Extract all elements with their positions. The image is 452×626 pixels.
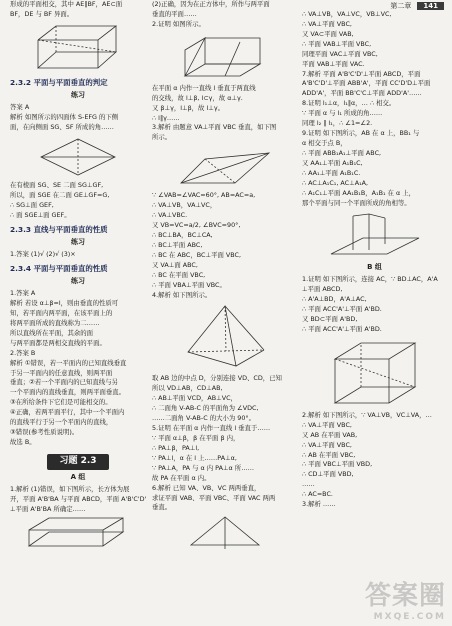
practice-label: 练习 — [71, 277, 85, 286]
quadrilateral-figure — [33, 135, 123, 179]
text-line: ∴ SG⊥面 GEF, — [10, 200, 54, 209]
text-line: ∴ VA⊥平面 VBC, — [302, 440, 352, 449]
watermark: 答案圈 MXQE.COM — [364, 581, 446, 622]
text-line: 7.解析 平面 A'B'C'D'⊥平面 ABCD，平面 — [302, 69, 421, 78]
text-line: 1.解析 (1)错误，如下图所示，长方体为展 — [10, 484, 130, 493]
text-line: ∴ PA⊥β，PA⊥l, — [152, 443, 200, 452]
text-line: ∴ BC 在平面 VBC, — [152, 270, 206, 279]
text-line: 的直线平行于另一个平面内的直线， — [10, 418, 113, 427]
text-line: 3.解析 由题意 VA⊥平面 VBC 垂直，如下图 — [152, 123, 277, 132]
text-line: ADD'A'，平面 BB'C'C⊥平面 ADD'A'…… — [302, 89, 422, 98]
sec2-answer: 1.答案 (1)√ (2)√ (3)× — [10, 249, 76, 258]
page-header — [390, 1, 444, 11]
text-line: ∴ AA₁⊥平面 A₁B₁C. — [302, 168, 361, 177]
text-line: (2)正确，因为在正方体中，所作与两平面 — [152, 0, 270, 8]
text-line: 3.解析 …… — [302, 500, 336, 509]
text-line: 垂直的平面…… — [152, 9, 197, 18]
text-line: ③在所给条件下它们是可能相交的。 — [10, 398, 112, 407]
text-line: 又 AA₁⊥平面 A₁B₁C, — [302, 158, 363, 167]
right-intro — [302, 10, 447, 70]
problem-5 — [152, 424, 298, 484]
text-line: 于另一平面内的任意直线，则两平面 — [10, 368, 113, 377]
tetrahedron-figure-2 — [185, 515, 265, 551]
text-line: 同理平面 VAC⊥平面 VBC, — [302, 49, 378, 58]
group-b-label: B 组 — [367, 263, 382, 272]
text-line: 求证平面 VAB、平面 VBC、平面 VAC 两两 — [152, 493, 276, 502]
text-line: ∴ 平面 VBC⊥平面 VBD, — [302, 460, 373, 469]
text-line: 1.答案 A — [10, 289, 36, 298]
text-line: 故 PA 在平面 α 内。 — [152, 473, 211, 482]
text-line: 故选 B。 — [10, 437, 36, 446]
text-line: ∴ BC⊥BA，BC⊥CA, — [152, 230, 213, 239]
text-line: 开，平面 A'B'BA 与平面 ABCD，平面 A'B'C'D' — [10, 494, 146, 503]
text-line: ∴ VA⊥VBC. — [152, 211, 188, 220]
text-line: 面，在向侧面 SG、SF 所成的角…… — [10, 123, 114, 131]
text-line: 平面 VAB⊥平面 VAC. — [302, 59, 365, 68]
chapter-label: 第二章 — [390, 2, 412, 10]
text-line: ∵ PA⊥A，PA 与 α 内 PA⊥α 所…… — [152, 463, 254, 472]
text-line: 解析 若设 α⊥β=l，则由垂直的性质可 — [10, 299, 119, 308]
text-line: 解析 ①错误，若一平面内的已知直线垂直 — [10, 358, 127, 367]
text-line: ∴ AC⊥A₁C₁, AC⊥A₁A, — [302, 178, 369, 187]
text-line: 同理 l₂ ∥ l₁，∴ ∠1=∠2. — [302, 119, 373, 128]
text-line: 那个平面与同一个平面所成的角相等。 — [302, 198, 411, 207]
text-line: 在有棱面 SG、SE 二面 SG⊥GF, — [10, 180, 104, 189]
problem-9 — [302, 129, 447, 208]
text-line: 与两平面都是两相交直线的平面。 — [10, 338, 106, 347]
text-line: ∴ BC 在 ABC，BC⊥平面 VBC, — [152, 250, 242, 259]
text-line: BF，DE 与 BF 异面。 — [10, 9, 74, 18]
problem-4 — [152, 291, 298, 301]
section-title-2-3-3: 2.3.3 直线与平面垂直的性质 — [10, 224, 108, 234]
cube-figure — [327, 337, 423, 409]
section-title-2-3-4: 2.3.4 平面与平面垂直的性质 — [10, 263, 108, 273]
text-line: 又 VA⊥面 ABC, — [152, 260, 198, 269]
text-line: 又 β⊥γ，l⊥β，故 l⊥γ。 — [152, 103, 224, 112]
text-line: 1.证明 如下图所示，连接 AC，∵ BD⊥AC，A'A — [302, 275, 438, 284]
text-line: 在平面 α 内作一直线 l 垂直于两直线 — [152, 83, 256, 92]
text-line: ∴ VA⊥VB，VA⊥VC， — [152, 201, 217, 210]
text-line: 4.解析 如下图所示。 — [152, 290, 212, 299]
problem-3-text — [152, 191, 298, 290]
text-line: ⊥平面 A'B'BA 所确定…… — [10, 504, 86, 513]
text-line: 所以直线所在平面，其余的面 — [10, 328, 94, 337]
text-line: ……二面角 V-AB-C 的大小为 90°。 — [152, 414, 256, 423]
text-line: 9.证明 如下图所示，AB 在 α 上，BB₁ 与 — [302, 129, 420, 138]
exercise-text — [10, 485, 146, 515]
text-line: 2.解析 如下图所示，∵ VA⊥VB，VC⊥VA，… — [302, 410, 432, 419]
text-line: 知，若平面内两平面，在该平面上的 — [10, 309, 113, 317]
text-line: 2.证明 如图所示。 — [152, 19, 205, 28]
text-line: 又 VA⊂平面 VAB, — [302, 29, 354, 38]
text-line: ⊥平面 ABCD, — [302, 285, 343, 294]
text-line: ∴ l∥γ…… — [152, 113, 180, 122]
problem-2 — [152, 20, 298, 30]
problem-7 — [302, 70, 447, 100]
problem-6 — [152, 484, 298, 514]
column-middle — [152, 0, 298, 553]
b-problem-2 — [302, 411, 447, 500]
text-line: α 相交于点 B， — [302, 138, 347, 147]
text-line: ∵ 平面 α 与 l₁ 所成的角…… — [302, 109, 383, 118]
problem-2-text — [152, 84, 298, 124]
text-line: ∵ 平面 α⊥β，β 在平面 β 内， — [152, 433, 240, 442]
text-line: …… — [302, 480, 315, 489]
text-line: ∴ A'A⊥BD，A'A⊥AC, — [302, 295, 367, 304]
text-line: 垂直。 — [152, 503, 172, 512]
text-line: ∵ ∠VAB=∠VAC=60°, AB=AC=a, — [152, 191, 256, 200]
section-title-2-3-2: 2.3.2 平面与平面垂直的判定 — [10, 77, 108, 87]
sec1-text-b — [10, 181, 146, 221]
text-line: ∴ VA⊥平面 VBC, — [302, 420, 352, 429]
text-line: ∴ AB⊥平面 VCD，AB⊥VC， — [152, 394, 237, 403]
text-line: ∵ PA⊥l，α 在 l 上……PA⊥α, — [152, 453, 237, 462]
text-line: 取 AB 边的中点 D，分别连接 VD、CD，已知 — [152, 374, 282, 383]
practice-label: 练习 — [71, 238, 85, 247]
problem-3 — [152, 123, 298, 143]
text-line: ∴ CD⊥平面 VBD, — [302, 470, 354, 479]
text-line: ∴ 面 SGE⊥面 GEF。 — [10, 210, 71, 219]
text-line: 又 VB=VC=a/2, ∠BVC=90°, — [152, 221, 241, 230]
practice-label: 练习 — [71, 91, 85, 100]
text-line: ∴ 平面 ACC'A'⊥平面 A'BD. — [302, 324, 382, 333]
text-line: ∴ 平面 VBA⊥平面 VBC。 — [152, 280, 226, 289]
text-line: 所以，面 SGE 在二面 GE⊥GF=G, — [10, 190, 110, 199]
sec1-text-a — [10, 103, 146, 133]
sec3-text — [10, 289, 146, 448]
mid-intro — [152, 0, 298, 20]
problem-4-text — [152, 374, 298, 424]
text-line: 答案 A — [10, 103, 30, 112]
planes-figure — [180, 32, 270, 82]
text-line: 的交线，故 l⊥β, l⊂γ，故 α⊥γ. — [152, 93, 243, 102]
text-line: 解析 如图所示的四面体 S-EFG 的下侧 — [10, 113, 119, 122]
text-line: ∴ BC⊥平面 ABC, — [152, 240, 203, 249]
text-line: ∴ 二面角 V-AB-C 的平面角为 ∠VDC, — [152, 404, 259, 413]
text-line: 又 AB 在平面 VAB, — [302, 430, 358, 439]
text-line: ∴ AB 在平面 VBC, — [302, 450, 356, 459]
text-line: ∴ VA⊥VB，VA⊥VC，VB⊥VC, — [302, 10, 392, 18]
text-line: ∴ 平面 VAB⊥平面 VBC, — [302, 39, 372, 48]
text-line: A'B'C'D'⊥平面 ABB'A'，平面 CC'D'D⊥平面 — [302, 79, 431, 88]
tetrahedron-figure-1 — [175, 145, 275, 189]
text-line: 5.证明 在平面 α 内作一直线 l 垂直于…… — [152, 424, 271, 433]
prism-plane-figure — [327, 210, 423, 260]
text-line: ∴ 平面 ABB₁A₁⊥平面 ABC, — [302, 148, 382, 157]
text-line: 6.解析 已知 VA、VB、VC 两两垂直， — [152, 483, 261, 492]
text-line: 又 BD⊂平面 A'BD, — [302, 314, 358, 323]
pyramid-figure — [180, 302, 270, 372]
text-line: ∴ AC=BC. — [302, 490, 333, 499]
group-a-label: A 组 — [70, 472, 86, 481]
prism-figure — [28, 22, 128, 74]
text-line: 垂直；②若一个平面内的已知直线与另 — [10, 378, 118, 387]
text-line: ③错误(参考性质说明)。 — [10, 428, 79, 437]
text-line: 2.答案 B — [10, 348, 36, 357]
text-line: 将两平面所成的直线称为二…… — [10, 318, 100, 327]
b-problem-3 — [302, 500, 447, 510]
box-figure — [23, 516, 133, 550]
text-line: 形成的平面相交，其中 AE∥BF，AE⊂面 — [10, 0, 123, 8]
text-line: 所以 VD⊥AB，CD⊥AB, — [152, 384, 223, 393]
text-line: ∴ 平面 ACC'A'⊥平面 A'BD. — [302, 305, 382, 314]
exercise-title: 习题 2.3 — [10, 454, 146, 470]
problem-8 — [302, 99, 447, 129]
text-line: 所示。 — [152, 133, 172, 142]
text-line: 8.证明 l₁⊥α，l₁∥α，… ∴ 相交。 — [302, 99, 396, 108]
text-line: 一个平面内的直线垂直，则两平面垂直。 — [10, 388, 126, 397]
intro-text — [10, 0, 146, 20]
page-number: 141 — [417, 2, 444, 10]
column-right — [302, 0, 447, 510]
column-left — [10, 0, 146, 552]
text-line: ∴ A₁C₁⊥平面 AA₁B₁B，A₁B₁ 在 α 上， — [302, 188, 415, 197]
b-problem-1 — [302, 275, 447, 335]
text-line: ④正确，若两平面平行，其中一个平面内 — [10, 408, 125, 417]
text-line: ∴ VA⊥平面 VBC, — [302, 19, 352, 28]
